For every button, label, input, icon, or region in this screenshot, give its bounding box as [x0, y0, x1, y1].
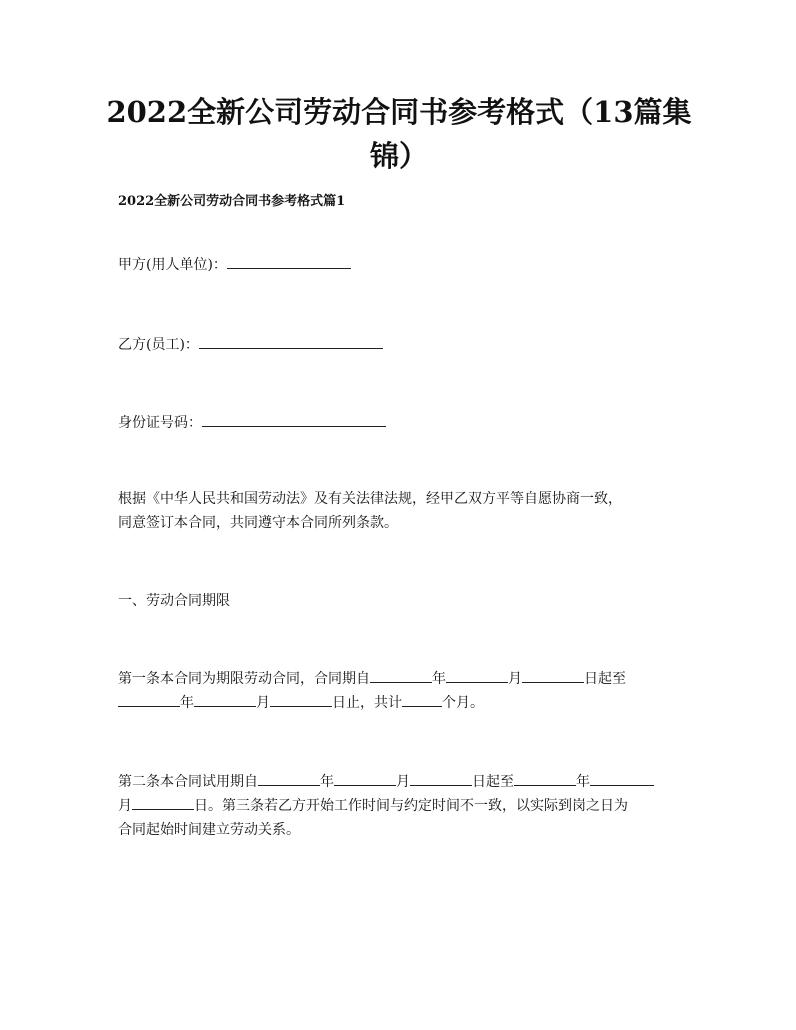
- blank: [514, 771, 576, 786]
- article-1-line-1: [118, 667, 684, 691]
- year-text: 年: [320, 774, 334, 790]
- article-2-line-1: [118, 770, 684, 794]
- blank: [370, 668, 432, 683]
- months-total-text: 个月。: [442, 695, 484, 711]
- blank: [132, 795, 194, 810]
- title-line-1: 2022全新公司劳动合同书参考格式（13篇集: [106, 95, 692, 129]
- blank: [334, 771, 396, 786]
- party-b-label: 乙方(员工)：: [118, 337, 199, 353]
- year-text: 年: [432, 671, 446, 687]
- month-text: 月: [118, 798, 132, 814]
- party-b-blank: [199, 333, 383, 349]
- party-a-blank: [227, 253, 351, 269]
- month-text: 月: [256, 695, 270, 711]
- blank: [410, 771, 472, 786]
- month-text: 月: [396, 774, 410, 790]
- day-text: 日起至: [584, 671, 626, 687]
- article-2-line-2: [118, 794, 684, 818]
- year-text: 年: [576, 774, 590, 790]
- id-number-field: [118, 411, 386, 433]
- day-text: 日起至: [472, 774, 514, 790]
- article-1: [118, 667, 684, 715]
- intro-line-2: 同意签订本合同，共同遵守本合同所列条款。: [118, 515, 398, 531]
- party-a-label: 甲方(用人单位)：: [118, 257, 227, 273]
- article-1-line-2: [118, 691, 684, 715]
- section-subtitle: 2022全新公司劳动合同书参考格式篇1: [118, 194, 346, 209]
- blank: [118, 692, 180, 707]
- blank: [402, 692, 442, 707]
- blank: [446, 668, 508, 683]
- article-1-text: 第一条本合同为期限劳动合同，合同期自: [118, 671, 370, 687]
- blank: [194, 692, 256, 707]
- party-a-field: [118, 253, 351, 275]
- article-2-text: 第二条本合同试用期自: [118, 774, 258, 790]
- month-text: 月: [508, 671, 522, 687]
- intro-line-1: 根据《中华人民共和国劳动法》及有关法律法规，经甲乙双方平等自愿协商一致，: [118, 491, 622, 507]
- article-2: [118, 770, 684, 842]
- article-2-line-3: 合同起始时间建立劳动关系。: [118, 822, 300, 838]
- party-b-field: [118, 333, 383, 355]
- year-text: 年: [180, 695, 194, 711]
- document-title: [104, 90, 694, 178]
- article-3-text: 日。第三条若乙方开始工作时间与约定时间不一致，以实际到岗之日为: [194, 798, 628, 814]
- blank: [590, 771, 654, 786]
- blank: [270, 692, 332, 707]
- day-until-text: 日止，共计: [332, 695, 402, 711]
- id-number-blank: [202, 411, 386, 427]
- title-line-2: 锦）: [369, 139, 428, 173]
- intro-paragraph: [118, 487, 684, 535]
- section1-heading: 一、劳动合同期限: [118, 593, 230, 609]
- blank: [258, 771, 320, 786]
- blank: [522, 668, 584, 683]
- id-number-label: 身份证号码：: [118, 415, 202, 431]
